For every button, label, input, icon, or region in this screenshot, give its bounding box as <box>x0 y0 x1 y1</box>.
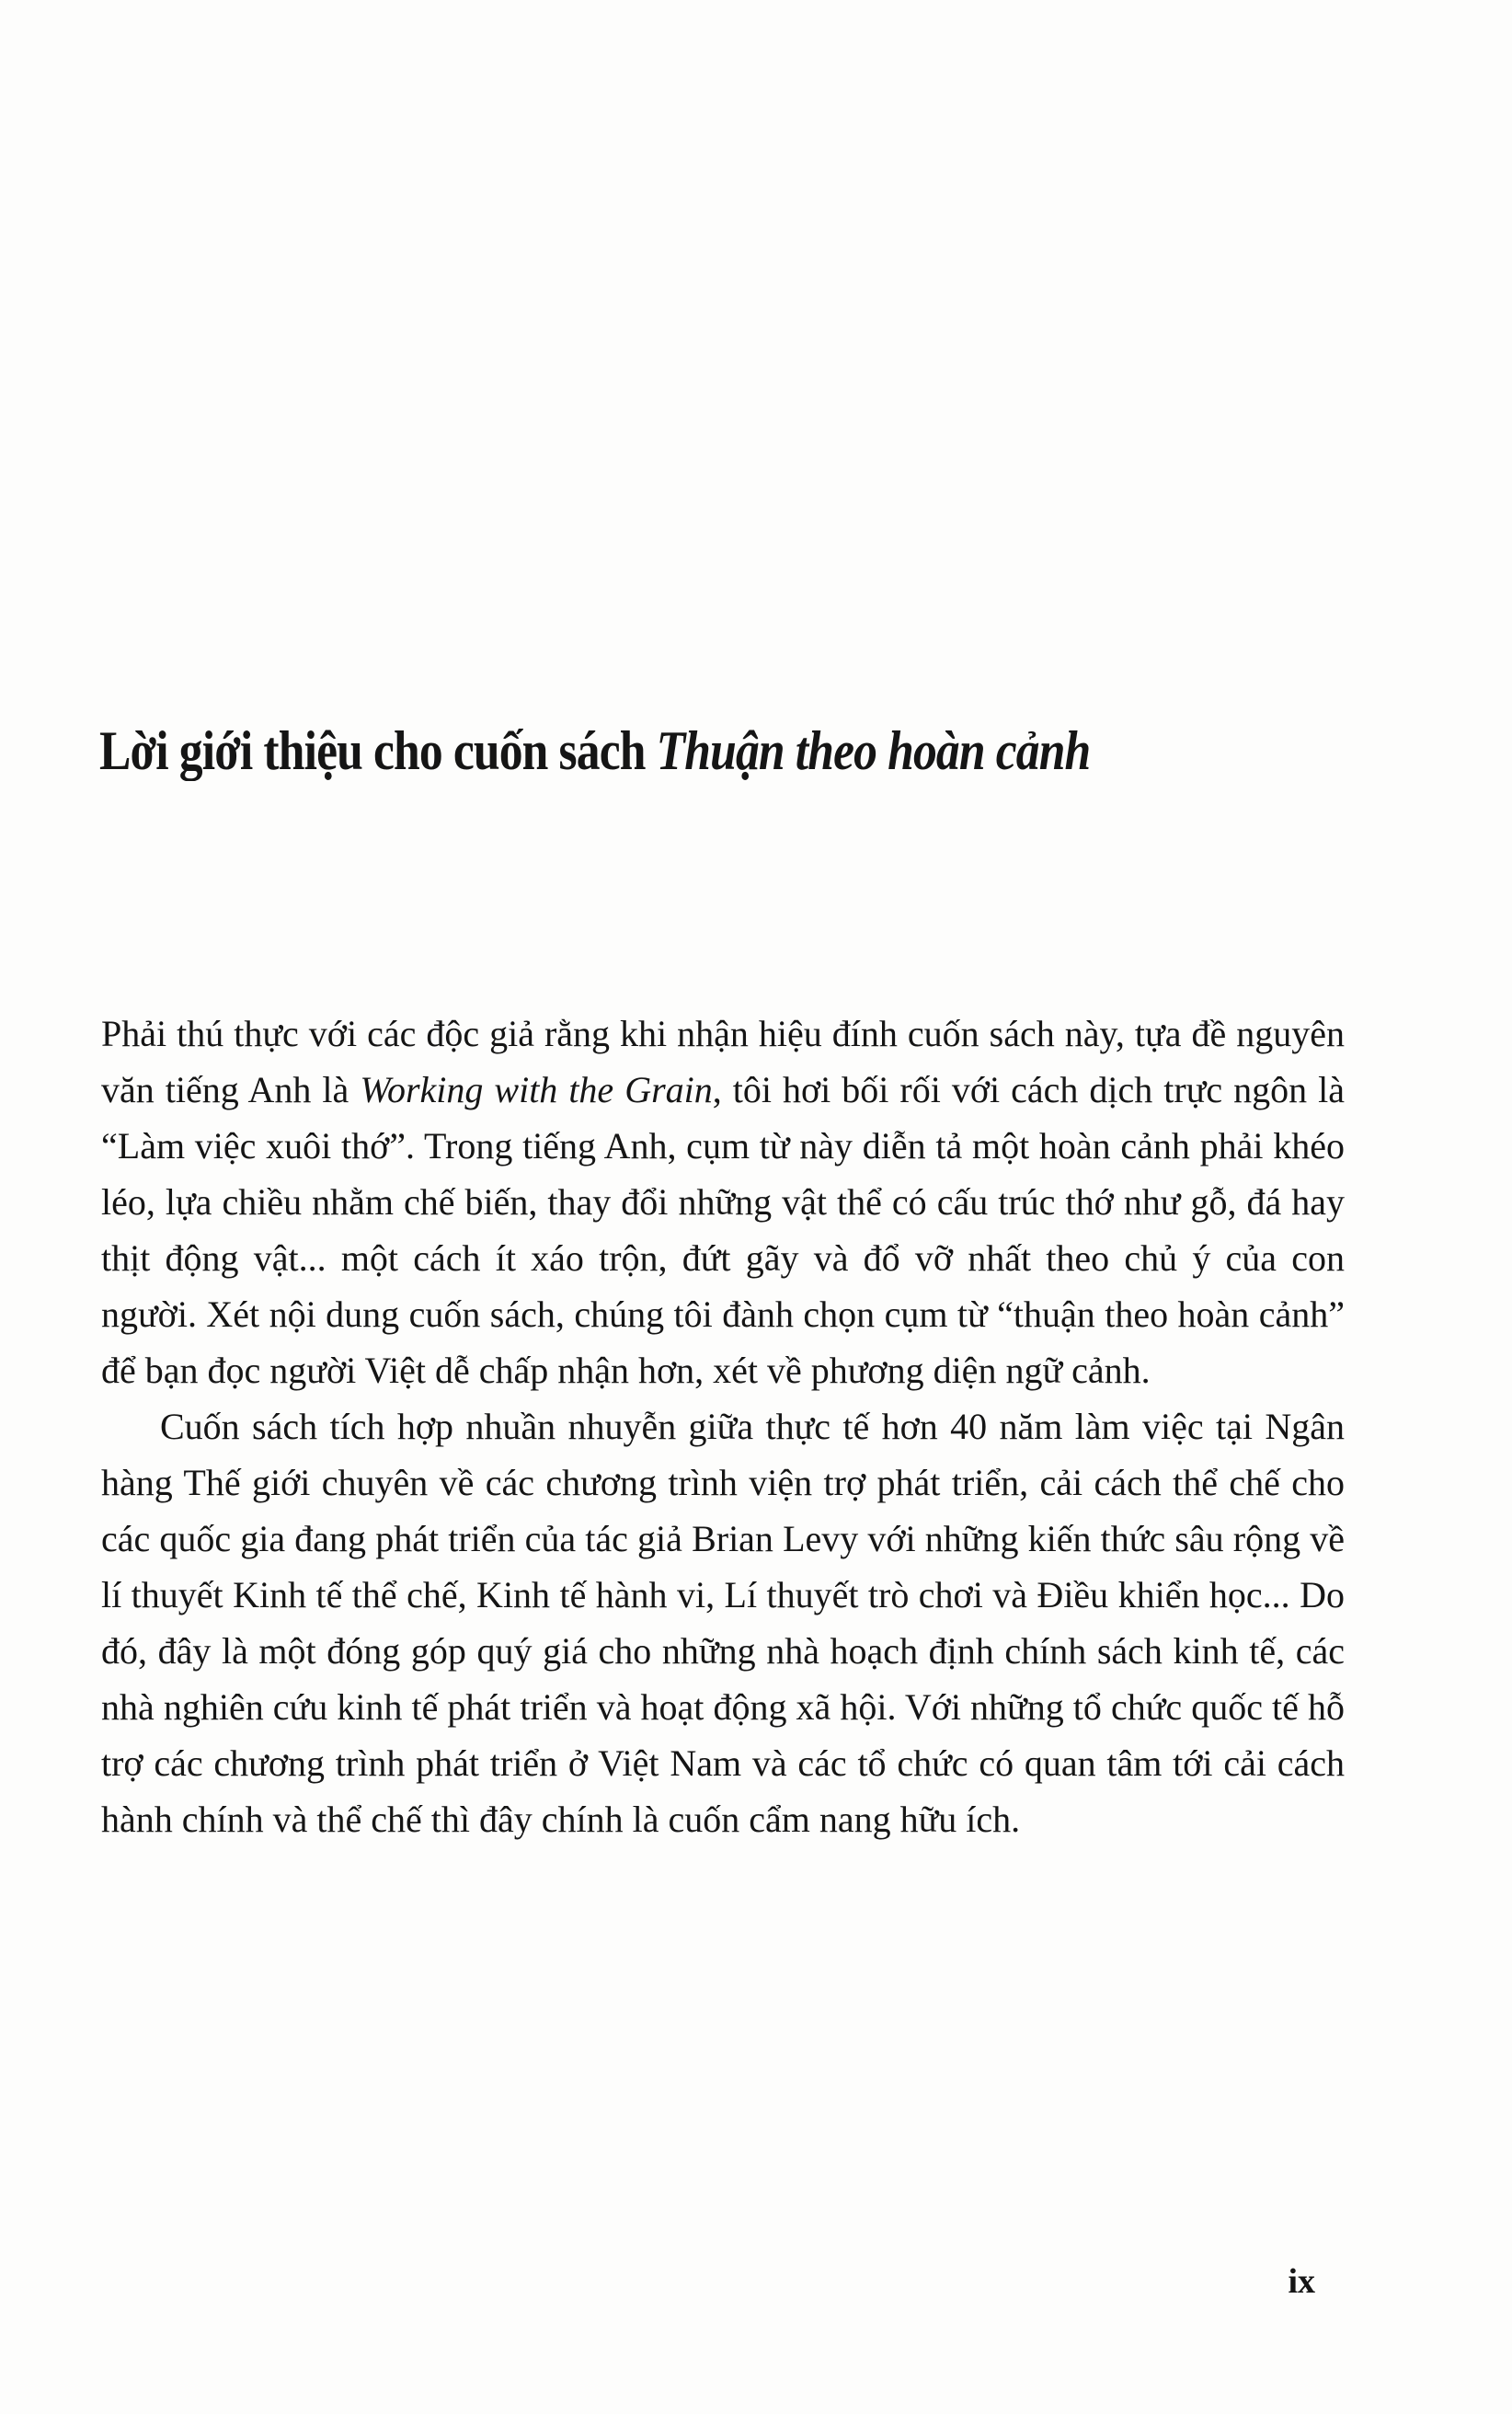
paragraph <box>101 1006 1345 1398</box>
inline-text: Cuốn sách tích hợp nhuần nhuyễn giữa thực tế hơn 40 năm làm việc tại Ngân hàng Thế giới chuyên về các chương trình viện trợ phát triển, cải cách thể chế cho các quốc gia đang phát triển của tác giả Brian Levy với những kiến thức sâu rộng về lí thuyết Kinh tế thể chế, Kinh tế hành vi, Lí thuyết trò chơi và Điều khiển học... Do đó, đây là một đóng góp quý giá cho những nhà hoạch định chính sách kinh tế, các nhà nghiên cứu kinh tế phát triển và hoạt động xã hội. Với những tổ chức quốc tế hỗ trợ các chương trình phát triển ở Việt Nam và các tổ chức có quan tâm tới cải cách hành chính và thể chế thì đây chính là cuốn cẩm nang hữu ích. <box>101 1406 1345 1840</box>
page-title-book-name: Thuận theo hoàn cảnh <box>656 720 1091 781</box>
inline-text: Phải thú thực với các độc giả rằng khi nhận hiệu đính cuốn sách này, tựa đề nguyên văn tiếng Anh là <box>101 1013 1345 1110</box>
paragraph <box>101 1398 1345 1847</box>
inline-italic-text: Working with the Grain <box>360 1069 713 1110</box>
page-number: ix <box>1288 2262 1315 2301</box>
page-title <box>99 719 1090 783</box>
inline-text: , tôi hơi bối rối với cách dịch trực ngôn là “Làm việc xuôi thớ”. Trong tiếng Anh, cụm từ này diễn tả một hoàn cảnh phải khéo léo, lựa chiều nhằm chế biến, thay đổi những vật thể có cấu trúc thớ như gỗ, đá hay thịt động vật... một cách ít xáo trộn, đứt gãy và đổ vỡ nhất theo chủ ý của con người. Xét nội dung cuốn sách, chúng tôi đành chọn cụm từ “thuận theo hoàn cảnh” để bạn đọc người Việt dễ chấp nhận hơn, xét về phương diện ngữ cảnh. <box>101 1069 1346 1391</box>
page-title-main: Lời giới thiệu cho cuốn sách <box>99 720 657 781</box>
body-paragraphs <box>101 1006 1345 1847</box>
